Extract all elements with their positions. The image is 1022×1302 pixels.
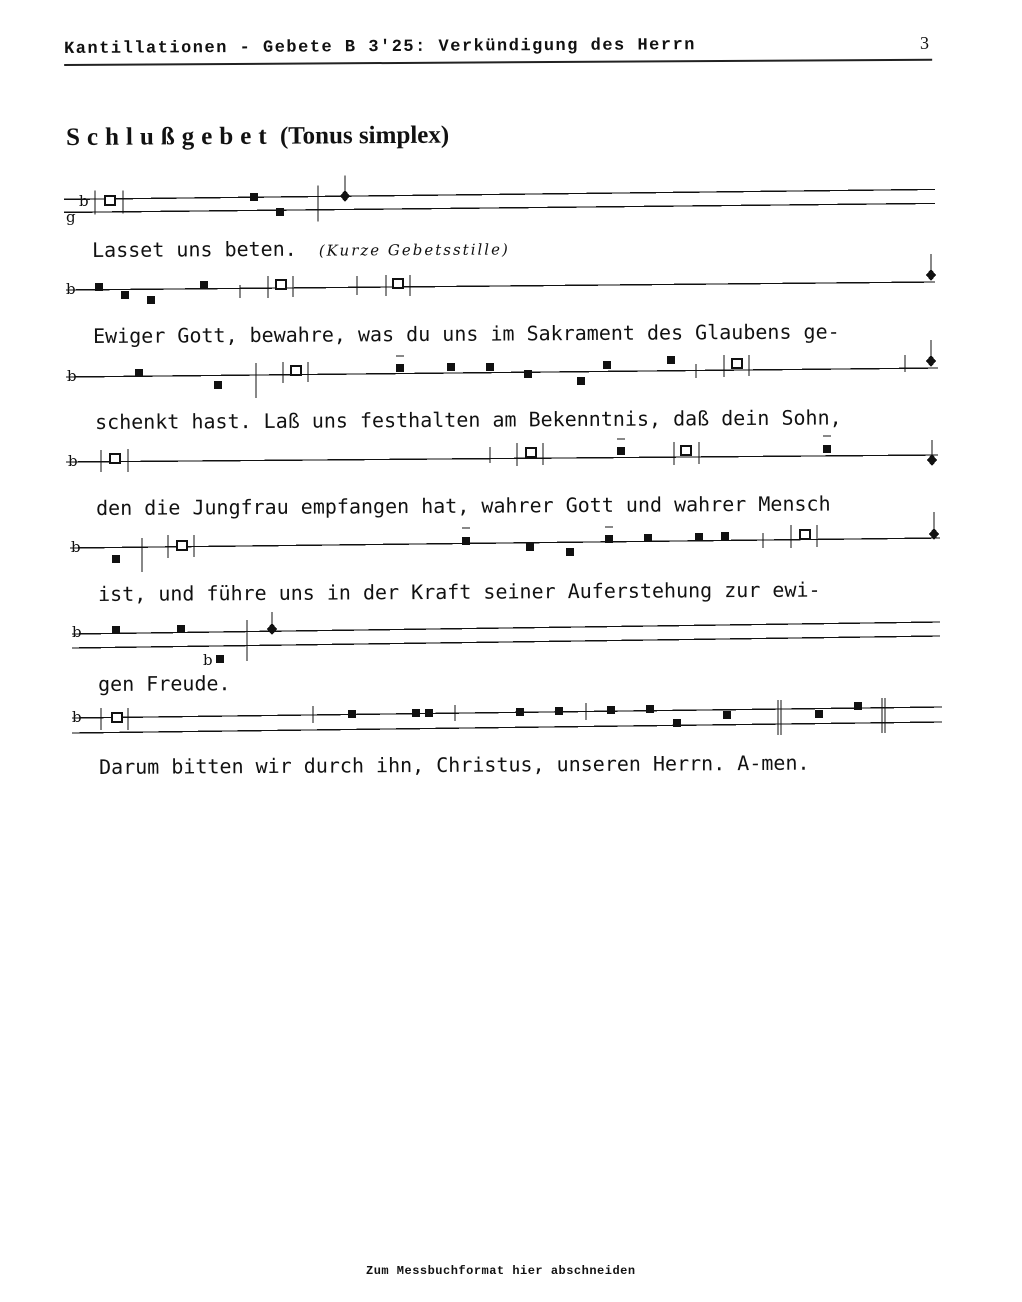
flat-sign: b — [203, 651, 213, 669]
flat-sign: b — [79, 192, 89, 210]
neumes-staff-7 — [348, 702, 862, 727]
lyric-line-5: ist, und führe uns in der Kraft seiner Auferstehung zur ewi- — [98, 577, 821, 606]
staff-6 — [72, 612, 940, 661]
lyric-text: Lasset uns beten. — [92, 236, 297, 262]
neumes-staff-2 — [95, 269, 936, 304]
section-title-subtitle: (Tonus simplex) — [279, 121, 450, 150]
flat-sign: b — [72, 623, 82, 641]
silence-note: (Kurze Gebetsstille) — [318, 240, 510, 260]
flat-signs — [66, 192, 213, 726]
flat-sign: b — [66, 280, 76, 298]
lyric-line-6: gen Freude. — [98, 671, 231, 696]
staff-7 — [72, 698, 942, 735]
clef-sign: g — [66, 208, 76, 226]
lyric-line-4: den die Jungfrau empfangen hat, wahrer Gott und wahrer Mensch — [96, 491, 831, 520]
lyric-line-7: Darum bitten wir durch ihn, Christus, unseren Herrn. A-men. — [99, 750, 810, 779]
staff-1 — [64, 175, 935, 221]
neumes-staff-5 — [112, 528, 939, 563]
neumes-staff-1 — [250, 190, 350, 216]
neumes-staff-6 — [112, 623, 277, 663]
staff-4 — [66, 440, 938, 472]
neumes-staff-3 — [135, 355, 936, 389]
section-title-main: Schlußgebet — [66, 122, 274, 151]
lyric-line-2: Ewiger Gott, bewahre, was du uns im Sakrament des Glaubens ge- — [93, 319, 840, 348]
lyric-line-3: schenkt hast. Laß uns festhalten am Bekenntnis, daß dein Sohn, — [95, 405, 842, 434]
staff-5 — [70, 512, 940, 572]
neumes-staff-4 — [617, 445, 937, 466]
flat-sign: b — [71, 538, 81, 556]
page-number: 3 — [920, 33, 929, 53]
flat-sign: b — [67, 367, 77, 385]
section-title — [66, 122, 449, 152]
flat-sign: b — [72, 708, 82, 726]
staff-3 — [66, 340, 938, 398]
cut-instruction: Zum Messbuchformat hier abschneiden — [366, 1264, 636, 1278]
lyric-line-1 — [92, 235, 510, 262]
flat-sign: b — [68, 452, 78, 470]
page-header — [64, 33, 932, 66]
header-title: Kantillationen - Gebete B 3'25: Verkündigung des Herrn — [64, 36, 697, 59]
